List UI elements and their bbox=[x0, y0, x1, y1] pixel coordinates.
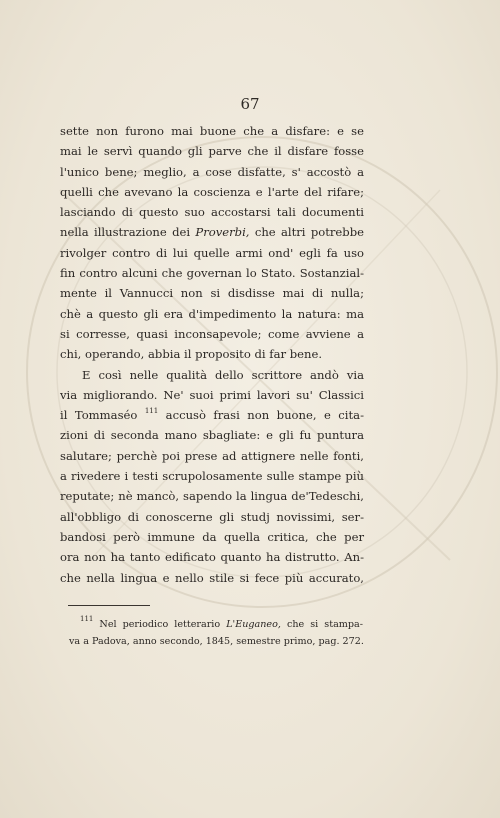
text-line: E così nelle qualità dello scrittore andò via bbox=[82, 367, 364, 382]
text-line: via migliorando. Ne' suoi primi lavori su' Classici bbox=[60, 387, 364, 402]
text-line: rivolger contro di lui quelle armi ond' egli fa uso bbox=[60, 245, 364, 260]
text-line: fin contro alcuni che governan lo Stato. Sostanzial- bbox=[60, 266, 364, 281]
main-text bbox=[60, 121, 364, 588]
text-line: ora non ha tanto edificato quanto ha distrutto. An- bbox=[60, 550, 364, 565]
text-line: zioni di seconda mano sbagliate: e gli fu puntura bbox=[60, 428, 364, 443]
footnote-marker: 111 bbox=[80, 615, 94, 623]
footnote-line bbox=[80, 616, 363, 633]
text-line: chi, operando, abbia il proposito di far bene. bbox=[60, 347, 323, 362]
text-line: salutare; perchè poi prese ad attignere nelle fonti, bbox=[60, 448, 364, 463]
text-line bbox=[60, 222, 364, 242]
text-segment: nella illustrazione dei bbox=[60, 225, 196, 240]
text-line: reputate; nè mancò, sapendo la lingua de'Tedeschi, bbox=[60, 489, 364, 504]
text-line: l'unico bene; meglio, a cose disfatte, s' accostò a bbox=[60, 164, 364, 179]
text-line: mai le servì quando gli parve che il disfare fosse bbox=[60, 144, 364, 159]
text-line bbox=[60, 405, 364, 425]
text-line: all'obbligo di conoscerne gli studj novissimi, ser- bbox=[60, 509, 364, 524]
footnote-divider bbox=[68, 605, 150, 606]
text-line: si corresse, quasi inconsapevole; come avviene a bbox=[60, 326, 364, 341]
footnote-reference: 111 bbox=[144, 407, 159, 416]
text-segment: Nel periodico letterario bbox=[93, 619, 227, 630]
text-line: quelli che avevano la coscienza e l'arte del rifare; bbox=[60, 184, 364, 199]
text-segment: il Tommaséo bbox=[60, 408, 145, 423]
page-number: 67 bbox=[240, 95, 260, 113]
journal-title: L'Euganeo, bbox=[226, 619, 281, 630]
text-line: a rivedere i testi scrupolosamente sulle stampe più bbox=[60, 469, 364, 484]
footnote bbox=[69, 615, 364, 650]
proverbi-title: Proverbi, bbox=[195, 225, 250, 240]
text-line: bandosi però immune da quella critica, che per bbox=[60, 529, 364, 544]
text-line: chè a questo gli era d'impedimento la natura: ma bbox=[60, 306, 364, 321]
text-line: lasciando di questo suo accostarsi tali documenti bbox=[60, 205, 364, 220]
text-line: sette non furono mai buone che a disfare: e se bbox=[60, 124, 364, 138]
text-segment: che si stampa- bbox=[280, 619, 363, 630]
text-segment: che altri potrebbe bbox=[249, 225, 364, 240]
text-line: mente il Vannucci non si disdisse mai di nulla; bbox=[60, 286, 364, 301]
text-line: che nella lingua e nello stile si fece più accurato, bbox=[60, 570, 364, 585]
footnote-line: va a Padova, anno secondo, 1845, semestre primo, pag. 272. bbox=[69, 636, 364, 647]
text-segment: accusò frasi non buone, e cita- bbox=[158, 408, 364, 423]
